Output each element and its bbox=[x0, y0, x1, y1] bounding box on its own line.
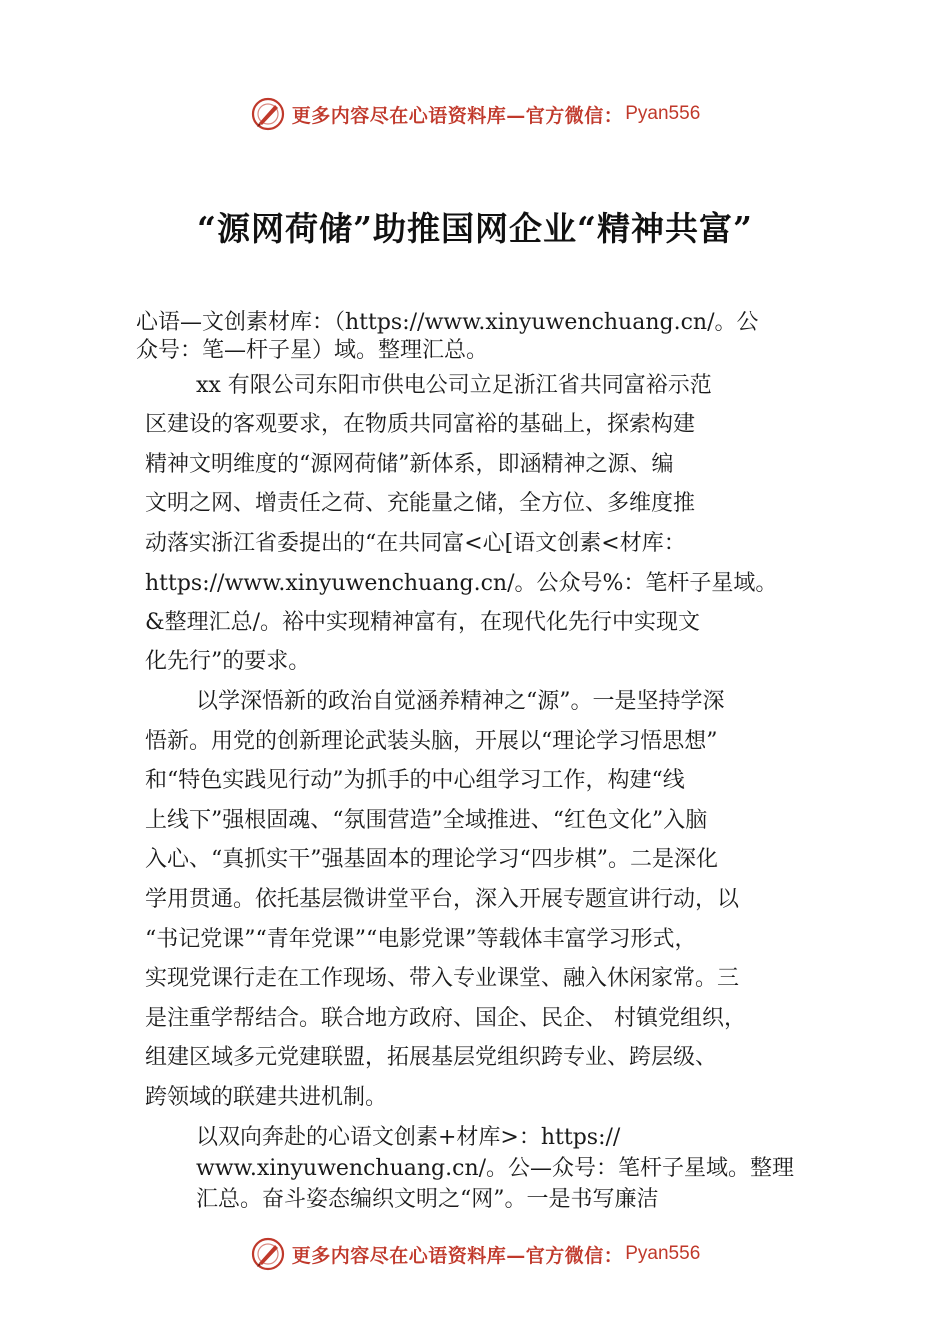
body-line: 入心、“真抓实干”强基固本的理论学习“四步棋”。二是深化 bbox=[145, 847, 718, 872]
body-line: xx 有限公司东阳市供电公司立足浙江省共同富裕示范 bbox=[196, 373, 712, 398]
body-line: 悟新。用党的创新理论武装头脑，开展以“理论学习悟思想” bbox=[145, 729, 718, 754]
body-line: www.xinyuwenchuang.cn/。公—众号：笔杆子星域。整理 bbox=[196, 1156, 795, 1181]
watermark-contact: Pyan556 bbox=[625, 1243, 701, 1264]
body-line: 以学深悟新的政治自觉涵养精神之“源”。一是坚持学深 bbox=[196, 689, 725, 714]
watermark-text: 更多内容尽在心语资料库—官方微信： bbox=[291, 1244, 624, 1267]
body-line: 文明之网、增责任之荷、充能量之储，全方位、多维度推 bbox=[145, 491, 696, 516]
pen-logo-icon bbox=[250, 96, 286, 132]
watermark-text: 更多内容尽在心语资料库—官方微信： bbox=[291, 104, 624, 127]
body-line: 心语—文创素材库：（https://www.xinyuwenchuang.cn/。公 bbox=[136, 310, 759, 335]
body-line: 和“特色实践见行动”为抓手的中心组学习工作，构建“线 bbox=[145, 768, 685, 793]
body-line: 汇总。奋斗姿态编织文明之“网”。一是书写廉洁 bbox=[196, 1187, 659, 1212]
body-line: 实现党课行走在工作现场、带入专业课堂、融入休闲家常。三 bbox=[145, 966, 740, 991]
body-line: https://www.xinyuwenchuang.cn/。公众号%：笔杆子星域。 bbox=[145, 571, 778, 596]
watermark-contact: Pyan556 bbox=[625, 103, 701, 124]
body-line: 以双向奔赴的心语文创素+材库>：https:// bbox=[196, 1125, 621, 1150]
body-line: 化先行”的要求。 bbox=[145, 649, 311, 674]
body-line: 跨领域的联建共进机制。 bbox=[145, 1085, 388, 1110]
body-line: 上线下”强根固魂、“氛围营造”全域推进、“红色文化”入脑 bbox=[145, 808, 708, 833]
pen-logo-icon bbox=[250, 1236, 286, 1272]
body-line: 组建区域多元党建联盟，拓展基层党组织跨专业、跨层级、 bbox=[145, 1045, 718, 1070]
body-line: “书记党课”“青年党课”“电影党课”等载体丰富学习形式， bbox=[145, 927, 697, 952]
body-line: 众号：笔—杆子星）域。整理汇总。 bbox=[136, 338, 489, 363]
footer-watermark-banner bbox=[0, 1232, 950, 1276]
body-line: 学用贯通。依托基层微讲堂平台，深入开展专题宣讲行动，以 bbox=[145, 887, 740, 912]
body-line: 是注重学帮结合。联合地方政府、国企、民企、 村镇党组织， bbox=[145, 1006, 746, 1031]
body-line: 精神文明维度的“源网荷储”新体系，即涵精神之源、编 bbox=[145, 452, 674, 477]
document-title: “源网荷储”助推国网企业“精神共富” bbox=[197, 209, 753, 248]
body-line: 动落实浙江省委提出的“在共同富<心[语文创素<材库： bbox=[145, 531, 686, 556]
body-line: 区建设的客观要求，在物质共同富裕的基础上，探索构建 bbox=[145, 412, 696, 437]
body-line: &整理汇总/。裕中实现精神富有，在现代化先行中实现文 bbox=[145, 610, 700, 635]
header-watermark-banner bbox=[0, 92, 950, 136]
